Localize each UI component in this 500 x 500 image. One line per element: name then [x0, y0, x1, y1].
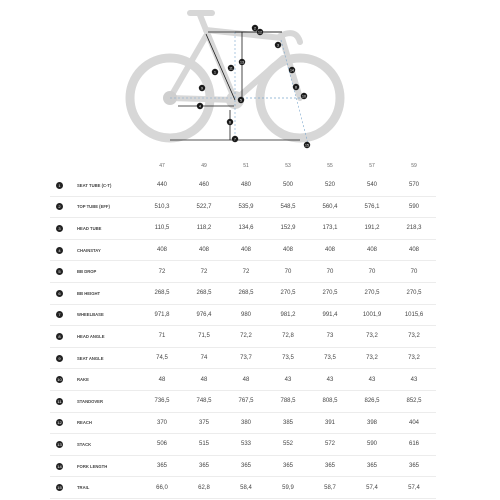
table-cell: 73,7: [240, 355, 252, 362]
table-cell: 748,5: [196, 398, 212, 405]
table-cell: 268,5: [154, 290, 170, 297]
table-cell: 1001,9: [362, 311, 382, 318]
table-cell: 72: [200, 268, 208, 275]
table-cell: 365: [282, 463, 293, 470]
table-cell: 270,5: [406, 290, 422, 297]
size-header: 49: [201, 163, 207, 169]
table-cell: 134,6: [238, 225, 254, 232]
row-number-badge: 9: [56, 355, 63, 362]
table-cell: 971,8: [154, 311, 170, 318]
marker-9: 9: [201, 86, 203, 91]
table-cell: 70: [410, 268, 418, 275]
row-label: TRAIL: [77, 485, 90, 491]
table-cell: 218,3: [406, 225, 422, 232]
table-cell: 365: [198, 463, 209, 470]
marker-15: 15: [305, 143, 309, 148]
table-cell: 408: [324, 247, 335, 254]
table-cell: 71: [158, 333, 166, 340]
size-header: 57: [369, 163, 375, 169]
table-cell: 408: [156, 247, 167, 254]
row-number-badge: 12: [57, 420, 62, 426]
table-cell: 520: [324, 182, 335, 189]
marker-3: 3: [277, 43, 279, 48]
table-cell: 408: [282, 247, 293, 254]
table-cell: 268,5: [238, 290, 254, 297]
table-cell: 59,9: [282, 484, 294, 491]
table-cell: 48: [158, 376, 166, 383]
row-label: TOP TUBE (EFF): [77, 204, 110, 210]
row-number-badge: 11: [57, 398, 62, 404]
table-cell: 510,3: [154, 203, 170, 210]
table-row: [50, 413, 436, 435]
table-row: [50, 283, 436, 305]
table-row: [50, 391, 436, 413]
table-row: [50, 326, 436, 348]
table-cell: 73,2: [408, 333, 420, 340]
table-cell: 43: [326, 376, 334, 383]
table-cell: 535,9: [238, 203, 254, 210]
size-header: 53: [285, 163, 291, 169]
table-cell: 365: [156, 463, 167, 470]
marker-8: 8: [295, 85, 297, 90]
row-number-badge: 5: [56, 268, 63, 275]
table-cell: 552: [282, 441, 293, 448]
table-cell: 398: [366, 419, 377, 426]
row-number-badge: 13: [57, 441, 62, 447]
table-cell: 73,5: [282, 355, 294, 362]
table-row: [50, 434, 436, 456]
marker-13: 13: [240, 60, 244, 65]
table-cell: 73,2: [408, 355, 420, 362]
table-row: [50, 218, 436, 240]
table-cell: 118,2: [196, 225, 212, 232]
table-cell: 460: [198, 182, 209, 189]
marker-10: 10: [302, 94, 306, 99]
row-label: WHEELBASE: [77, 312, 104, 318]
row-label: BB HEIGHT: [77, 290, 101, 296]
bike-geometry-diagram: [0, 0, 500, 150]
row-label: RAKE: [77, 377, 89, 383]
table-cell: 991,4: [322, 311, 338, 318]
marker-1: 1: [214, 70, 216, 75]
table-cell: 408: [240, 247, 251, 254]
table-cell: 522,7: [196, 203, 212, 210]
table-cell: 270,5: [322, 290, 338, 297]
row-label: BB DROP: [77, 269, 97, 275]
table-row: [50, 456, 436, 478]
table-cell: 500: [282, 182, 293, 189]
row-label: SEAT ANGLE: [77, 355, 104, 361]
table-cell: 110,5: [154, 225, 170, 232]
marker-14: 14: [290, 68, 294, 73]
row-number-badge: 15: [57, 485, 62, 491]
table-cell: 70: [284, 268, 292, 275]
row-label: FORK LENGTH: [77, 463, 108, 469]
table-cell: 71,5: [198, 333, 210, 340]
table-cell: 270,5: [364, 290, 380, 297]
table-cell: 375: [198, 419, 209, 426]
table-cell: 70: [368, 268, 376, 275]
table-cell: 173,1: [322, 225, 338, 232]
table-cell: 72: [242, 268, 250, 275]
row-number-badge: 8: [56, 333, 63, 340]
table-cell: 58,4: [240, 484, 252, 491]
table-cell: 73,5: [324, 355, 336, 362]
table-cell: 191,2: [364, 225, 380, 232]
table-cell: 767,5: [238, 398, 254, 405]
table-cell: 976,4: [196, 311, 212, 318]
table-cell: 560,4: [322, 203, 338, 210]
table-cell: 404: [408, 419, 419, 426]
table-cell: 570: [408, 182, 419, 189]
table-cell: 385: [282, 419, 293, 426]
row-label: SEAT TUBE (C-T): [77, 182, 112, 188]
table-row: [50, 369, 436, 391]
table-cell: 74,5: [156, 355, 168, 362]
row-number-badge: 4: [56, 247, 63, 254]
table-cell: 73,2: [366, 355, 378, 362]
table-cell: 43: [284, 376, 292, 383]
table-cell: 380: [240, 419, 251, 426]
table-cell: 440: [156, 182, 167, 189]
table-cell: 981,2: [280, 311, 296, 318]
size-header-row: [50, 157, 436, 175]
table-cell: 57,4: [366, 484, 378, 491]
row-label: CHAINSTAY: [77, 247, 101, 253]
size-header: 55: [327, 163, 333, 169]
table-cell: 370: [156, 419, 167, 426]
table-cell: 408: [198, 247, 209, 254]
table-cell: 152,9: [280, 225, 296, 232]
table-cell: 268,5: [196, 290, 212, 297]
table-cell: 270,5: [280, 290, 296, 297]
row-number-badge: 7: [56, 311, 63, 318]
table-row: [50, 240, 436, 262]
table-cell: 58,7: [324, 484, 336, 491]
geometry-table: [50, 157, 436, 499]
row-number-badge: 14: [57, 463, 62, 469]
table-cell: 515: [198, 441, 209, 448]
table-cell: 590: [366, 441, 377, 448]
row-number-badge: 10: [57, 377, 62, 383]
table-cell: 43: [368, 376, 376, 383]
table-cell: 616: [408, 441, 419, 448]
table-cell: 66,0: [156, 484, 168, 491]
row-number-badge: 1: [56, 182, 63, 189]
table-cell: 506: [156, 441, 167, 448]
size-header: 51: [243, 163, 249, 169]
marker-5: 5: [240, 98, 242, 103]
table-row: [50, 305, 436, 327]
table-cell: 72,8: [282, 333, 294, 340]
table-row: [50, 197, 436, 219]
row-number-badge: 3: [56, 225, 63, 232]
table-cell: 533: [240, 441, 251, 448]
table-cell: 57,4: [408, 484, 420, 491]
marker-4: 4: [199, 104, 201, 109]
table-cell: 365: [240, 463, 251, 470]
marker-11: 11: [229, 66, 233, 71]
table-cell: 70: [326, 268, 334, 275]
table-cell: 73: [326, 333, 334, 340]
table-cell: 1015,6: [404, 311, 424, 318]
table-cell: 480: [240, 182, 251, 189]
size-header: 47: [159, 163, 165, 169]
table-cell: 540: [366, 182, 377, 189]
table-cell: 391: [324, 419, 335, 426]
geometry-rows: [50, 175, 436, 499]
table-row: [50, 477, 436, 499]
table-cell: 590: [408, 203, 419, 210]
table-cell: 548,5: [280, 203, 296, 210]
table-cell: 74: [200, 355, 208, 362]
table-cell: 43: [410, 376, 418, 383]
table-cell: 73,2: [366, 333, 378, 340]
table-cell: 48: [242, 376, 250, 383]
table-cell: 62,8: [198, 484, 210, 491]
table-cell: 72: [158, 268, 166, 275]
table-cell: 72,2: [240, 333, 252, 340]
size-header: 59: [411, 163, 417, 169]
table-cell: 576,1: [364, 203, 380, 210]
table-cell: 365: [366, 463, 377, 470]
table-cell: 408: [408, 247, 419, 254]
row-label: REACH: [77, 420, 92, 426]
row-label: STACK: [77, 441, 92, 447]
row-number-badge: 6: [56, 290, 63, 297]
table-cell: 408: [366, 247, 377, 254]
table-row: [50, 348, 436, 370]
table-cell: 808,5: [322, 398, 338, 405]
row-label: HEAD TUBE: [77, 225, 102, 231]
table-cell: 788,5: [280, 398, 296, 405]
table-cell: 852,5: [406, 398, 422, 405]
row-label: STANDOVER: [77, 398, 103, 404]
table-cell: 736,5: [154, 398, 170, 405]
table-cell: 365: [408, 463, 419, 470]
table-cell: 365: [324, 463, 335, 470]
table-cell: 980: [240, 311, 251, 318]
table-cell: 48: [200, 376, 208, 383]
table-row: [50, 261, 436, 283]
table-row: [50, 175, 436, 197]
table-cell: 572: [324, 441, 335, 448]
row-label: HEAD ANGLE: [77, 333, 105, 339]
marker-6: 6: [229, 120, 231, 125]
row-number-badge: 2: [56, 203, 63, 210]
table-cell: 826,5: [364, 398, 380, 405]
marker-12: 12: [258, 30, 262, 35]
marker-7: 7: [234, 137, 236, 142]
marker-2: 2: [254, 26, 256, 31]
